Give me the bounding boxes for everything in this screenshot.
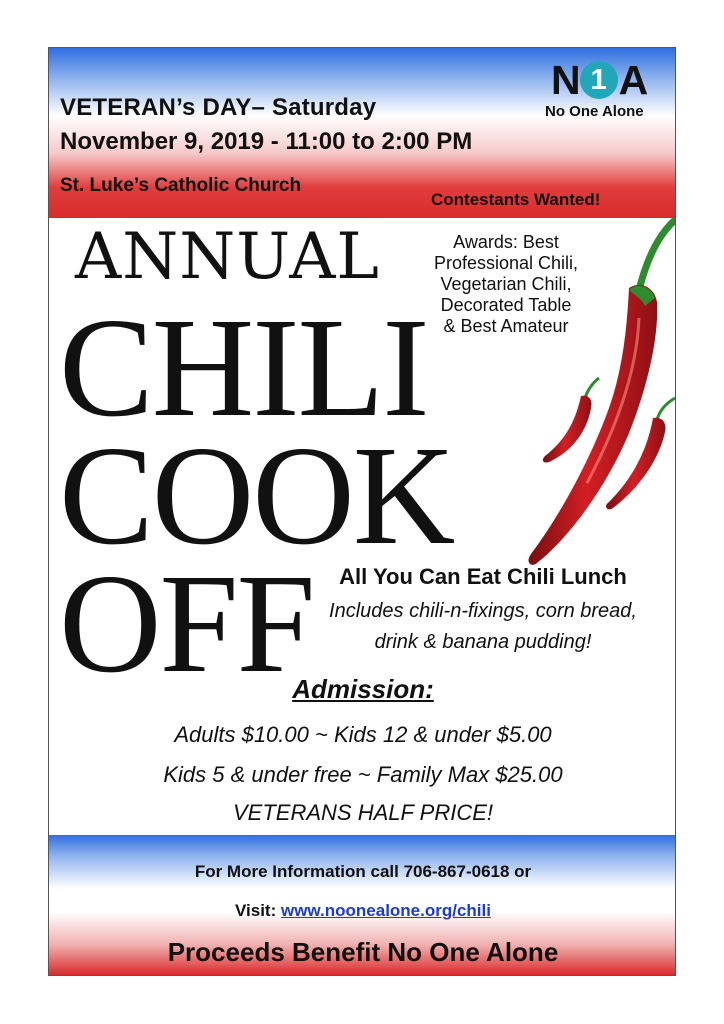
visit-label: Visit: — [235, 901, 281, 920]
flyer — [48, 47, 676, 976]
lunch-desc-line: Includes chili-n-fixings, corn bread, — [329, 600, 637, 622]
awards-line: & Best Amateur — [443, 316, 569, 336]
title-annual: ANNUAL — [75, 220, 380, 294]
lunch-desc-line: drink & banana pudding! — [374, 631, 592, 653]
logo-one-circle: 1 — [580, 61, 618, 99]
admission-heading: Admission: — [292, 674, 434, 704]
contestants-wanted: Contestants Wanted! — [431, 190, 601, 209]
logo-mark — [551, 58, 663, 102]
awards-line: Professional Chili, — [433, 253, 579, 273]
event-date-time: November 9, 2019 - 11:00 to 2:00 PM — [60, 128, 473, 155]
event-location: St. Luke’s Catholic Church — [60, 175, 302, 196]
title-off: OFF — [59, 544, 314, 702]
large-pepper — [529, 220, 675, 565]
small-pepper-left — [543, 378, 599, 463]
no-one-alone-logo — [545, 58, 667, 122]
contact-info: For More Information call 706-867-0618 or — [194, 862, 532, 881]
awards-line: Decorated Table — [440, 295, 572, 315]
awards-line: Awards: Best — [453, 232, 559, 252]
title-cook: COOK — [59, 416, 454, 574]
logo-subtitle: No One Alone — [545, 103, 644, 120]
admission-price-line: Adults $10.00 ~ Kids 12 & under $5.00 — [174, 722, 552, 747]
chili-peppers-illustration — [479, 218, 676, 568]
awards-line: Vegetarian Chili, — [440, 274, 572, 294]
logo-letter-n: N — [551, 56, 579, 103]
veterans-discount: VETERANS HALF PRICE! — [233, 800, 493, 825]
event-day: VETERAN’s DAY– Saturday — [60, 94, 377, 121]
logo-letter-a: A — [618, 56, 647, 103]
visit-line — [49, 901, 676, 921]
lunch-heading: All You Can Eat Chili Lunch — [339, 564, 627, 589]
proceeds-banner: Proceeds Benefit No One Alone — [167, 937, 559, 967]
lunch-description — [289, 596, 676, 658]
title-chili: CHILI — [59, 288, 428, 446]
admission-price-line: Kids 5 & under free ~ Family Max $25.00 — [163, 762, 563, 787]
website-link[interactable]: www.noonealone.org/chili — [280, 901, 491, 920]
